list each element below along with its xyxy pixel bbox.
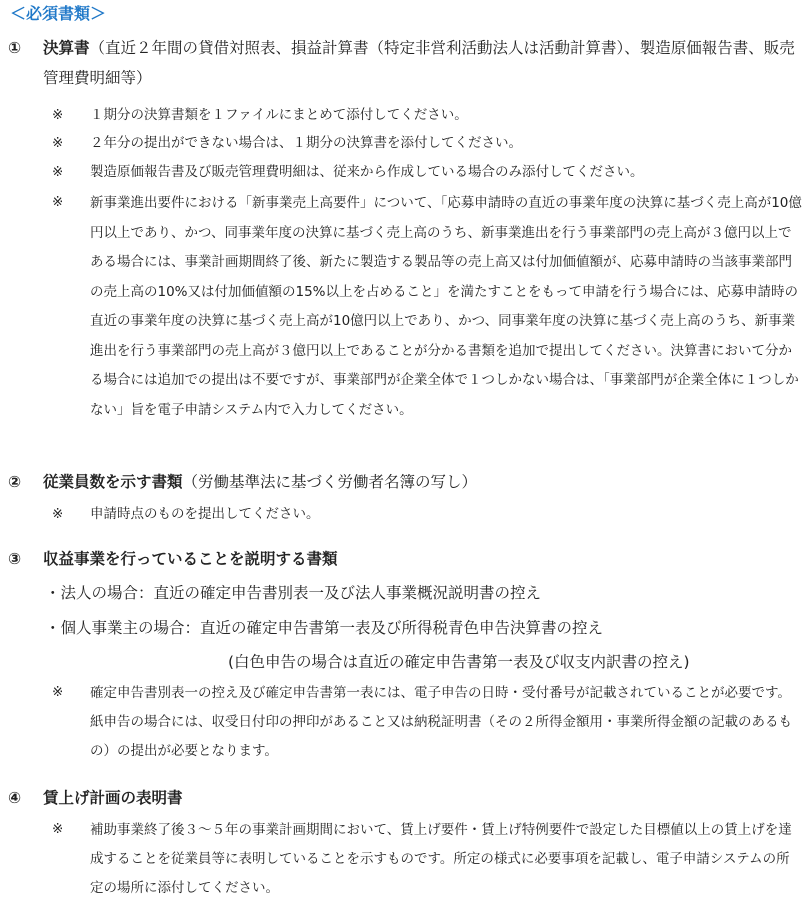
item-1-note-3: 製造原価報告書及び販売管理費明細は、従来から作成している場合のみ添付してください。 [90, 164, 644, 180]
note-mark: ※ [52, 164, 64, 180]
item-3-line-corporation: ・法人の場合：直近の確定申告書別表一及び法人事業概況説明書の控え [45, 584, 542, 602]
item-1-title-bold: 決算書 [43, 39, 90, 57]
item-3-title-bold: 収益事業を行っていることを説明する書類 [43, 550, 338, 568]
item-4-title [43, 783, 803, 813]
item-3-note-1: 確定申告書別表一の控え及び確定申告書第一表には、電子申告の日時・受付番号が記載されていることが必要です。紙申告の場合には、収受日付印の押印があること又は納税証明書（その２所得金額用・事業所得金額の記載のあるもの）の提出が必要となります。 [90, 685, 792, 759]
item-2-title [43, 467, 803, 497]
section-heading: ＜必須書類＞ [10, 4, 107, 23]
note-mark: ※ [52, 107, 64, 123]
item-1-title-rest: （直近２年間の貸借対照表、損益計算書（特定非営利活動法人は活動計算書）、製造原価報告書、販売管理費明細等） [43, 39, 795, 87]
item-3-line-white-return: (白色申告の場合は直近の確定申告書第一表及び収支内訳書の控え) [228, 653, 690, 671]
note-mark: ※ [52, 684, 64, 700]
item-1-title [43, 33, 803, 93]
item-2-note-1: 申請時点のものを提出してください。 [90, 506, 320, 522]
note-mark: ※ [52, 135, 64, 151]
item-1-note-2: ２年分の提出ができない場合は、１期分の決算書を添付してください。 [90, 135, 522, 151]
item-4-note-1: 補助事業終了後３～５年の事業計画期間において、賃上げ要件・賃上げ特例要件で設定した目標値以上の賃上げを達成することを従業員等に表明していることを示すものです。所定の様式に必要事項を記載し、電子申請システムの所定の場所に添付してください。 [90, 822, 792, 896]
item-3-number: ③ [8, 550, 22, 568]
item-2-number: ② [8, 473, 22, 491]
item-1-note-1: １期分の決算書類を１ファイルにまとめて添付してください。 [90, 107, 468, 123]
item-3-line-sole-proprietor: ・個人事業主の場合：直近の確定申告書第一表及び所得税青色申告決算書の控え [45, 619, 604, 637]
item-4-number: ④ [8, 789, 22, 807]
item-1-note-4: 新事業進出要件における「新事業売上高要件」について、「応募申請時の直近の事業年度の決算に基づく売上高が10億円以上であり、かつ、同事業年度の決算に基づく売上高のうち、新事業進出を行う事業部門の売上高が３億円以上である場合には、事業計画期間終了後、新たに製造する製品等の売上高又は付加価値額が、応募申請時の当該事業部門の売上高の10%又は付加価値額の15%以上を占めること」を満たすことをもって申請を行う場合には、応募申請時の直近の事業年度の決算に基づく売上高が10億円以上であり、かつ、同事業年度の決算に基づく売上高のうち、新事業進出を行う事業部門の売上高が３億円以上であることが分かる書類を追加で提出してください。決算書において分かる場合には追加での提出は不要ですが、事業部門が企業全体で１つしかない場合は、「事業部門が企業全体に１つしかない」旨を電子申請システム内で入力してください。 [90, 195, 802, 418]
item-2-title-bold: 従業員数を示す書類 [43, 473, 183, 491]
item-2-title-rest: （労働基準法に基づく労働者名簿の写し） [182, 473, 478, 491]
note-mark: ※ [52, 506, 64, 522]
note-mark: ※ [52, 821, 64, 837]
item-3-title [43, 544, 803, 574]
note-mark: ※ [52, 194, 64, 210]
item-1-number: ① [8, 39, 22, 57]
item-4-title-bold: 賃上げ計画の表明書 [43, 789, 183, 807]
